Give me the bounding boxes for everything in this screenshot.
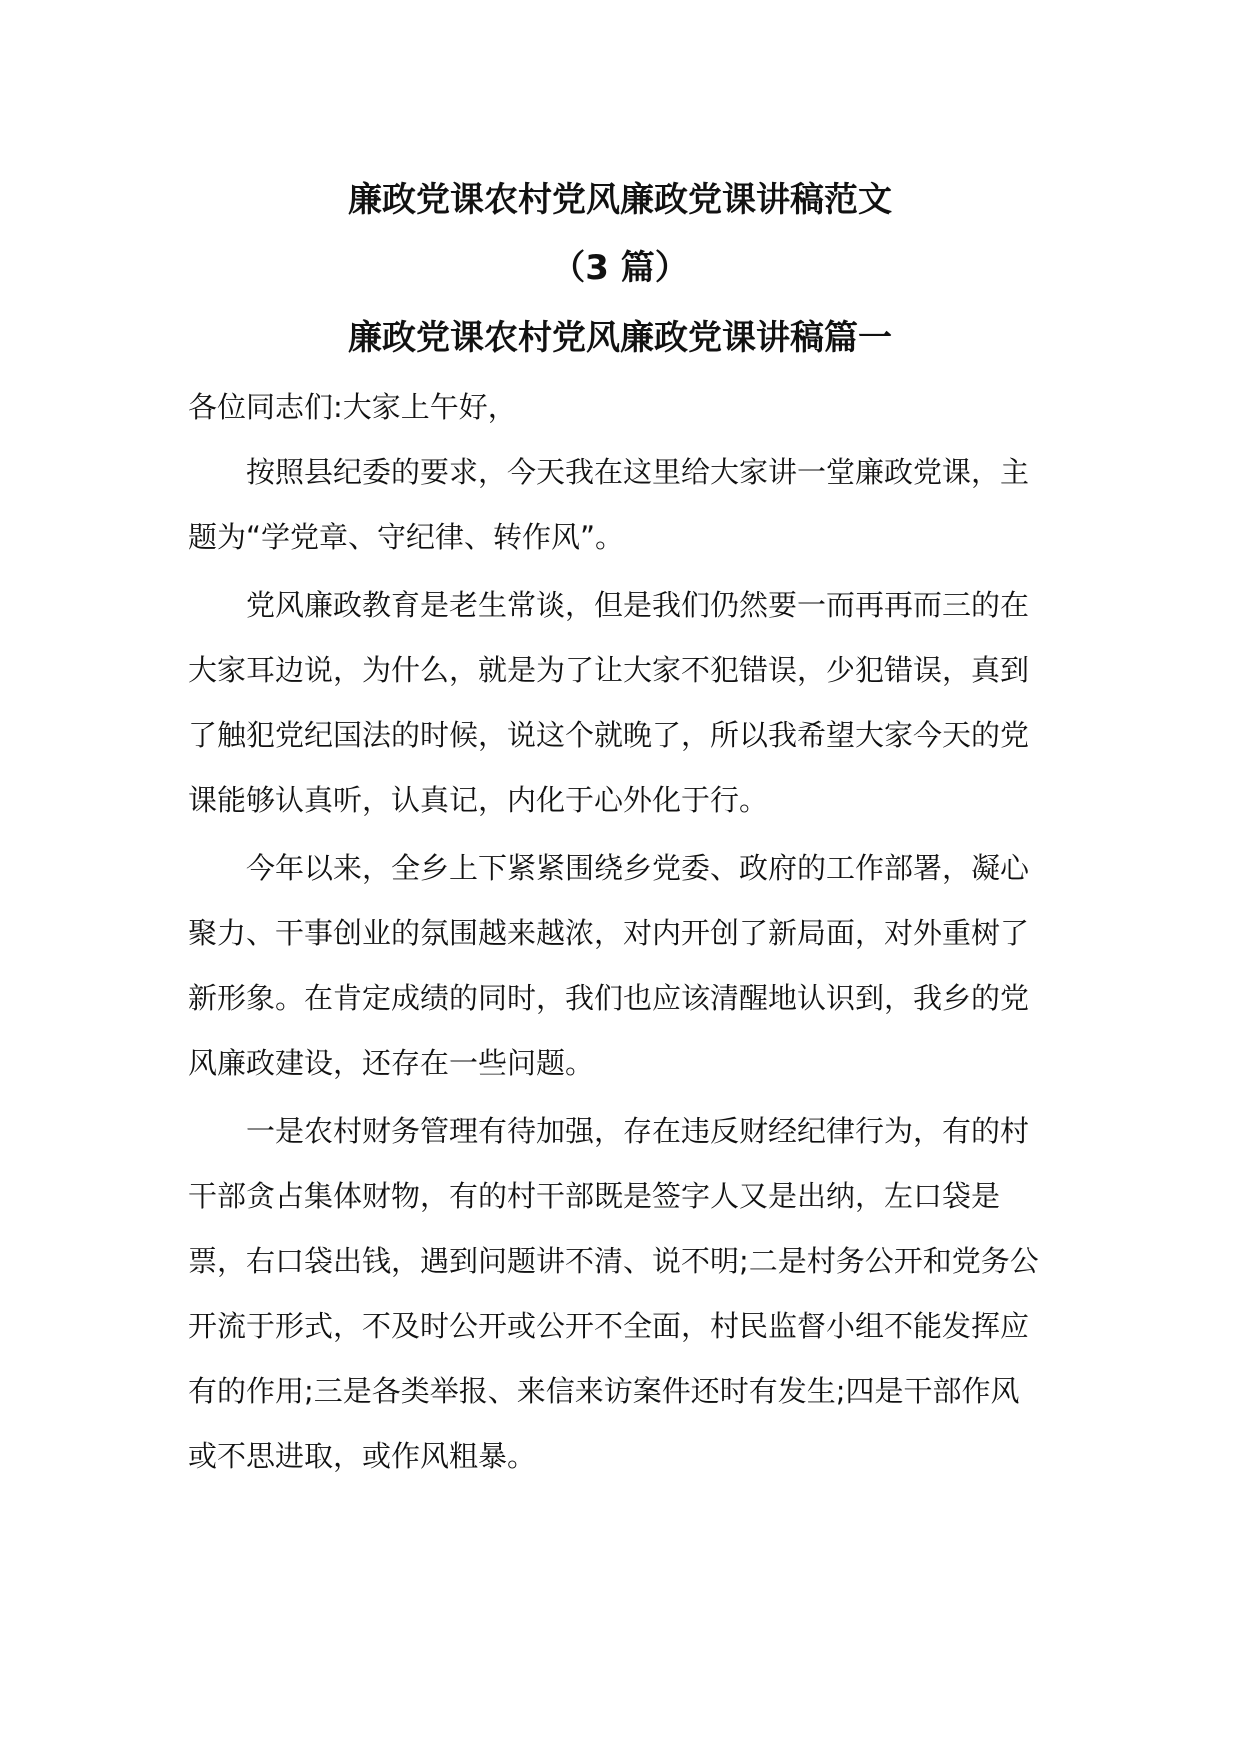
paragraph-line: 今年以来，全乡上下紧紧围绕乡党委、政府的工作部署，凝心: [246, 851, 1030, 885]
paragraph-line: 题为“学党章、守纪律、转作风”。: [188, 520, 625, 554]
paragraph-line: 聚力、干事创业的氛围越来越浓，对内开创了新局面，对外重树了: [188, 916, 1030, 950]
paragraph-line: 了触犯党纪国法的时候，说这个就晚了，所以我希望大家今天的党: [188, 718, 1030, 752]
document-title: 廉政党课农村党风廉政党课讲稿范文: [348, 180, 892, 220]
paragraph-line: 有的作用;三是各类举报、来信来访案件还时有发生;四是干部作风: [188, 1374, 1020, 1408]
paragraph-line: 大家耳边说，为什么，就是为了让大家不犯错误，少犯错误，真到: [188, 653, 1030, 687]
paragraph-line: 一是农村财务管理有待加强，存在违反财经纪律行为，有的村: [246, 1114, 1030, 1148]
paragraph-line: 课能够认真听，认真记，内化于心外化于行。: [188, 783, 769, 817]
paragraph-line: 风廉政建设，还存在一些问题。: [188, 1046, 595, 1080]
paragraph-line: 新形象。在肯定成绩的同时，我们也应该清醒地认识到，我乡的党: [188, 981, 1030, 1015]
greeting-line: 各位同志们:大家上午好，: [188, 390, 517, 424]
paragraph-line: 党风廉政教育是老生常谈，但是我们仍然要一而再再而三的在: [246, 588, 1030, 622]
document-subtitle: （3 篇）: [551, 248, 689, 288]
paragraph-line: 按照县纪委的要求，今天我在这里给大家讲一堂廉政党课，主: [246, 455, 1030, 489]
paragraph-line: 开流于形式，不及时公开或公开不全面，村民监督小组不能发挥应: [188, 1309, 1030, 1343]
paragraph-line: 票，右口袋出钱，遇到问题讲不清、说不明;二是村务公开和党务公: [188, 1244, 1039, 1278]
paragraph-line: 或不思进取，或作风粗暴。: [188, 1439, 537, 1473]
paragraph-line: 干部贪占集体财物，有的村干部既是签字人又是出纳，左口袋是: [188, 1179, 1001, 1213]
section-heading: 廉政党课农村党风廉政党课讲稿篇一: [348, 318, 892, 358]
